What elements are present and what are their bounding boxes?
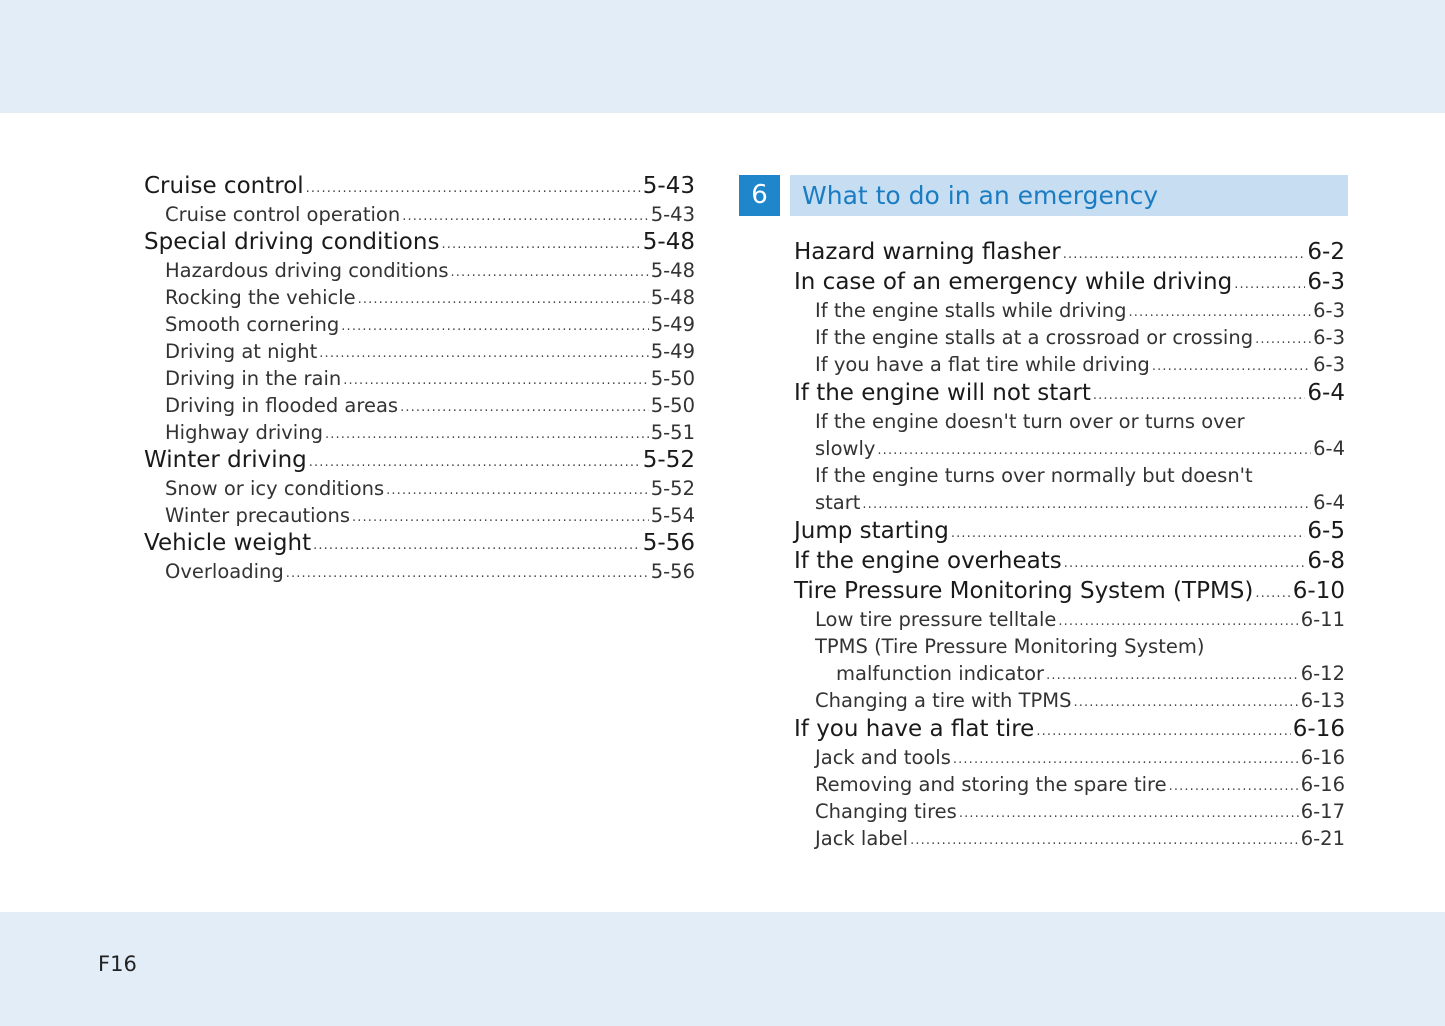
dot-leader <box>325 418 649 448</box>
toc-subentry[interactable] <box>794 351 1345 378</box>
toc-subentry[interactable] <box>794 687 1345 714</box>
toc-entry-page: 6-4 <box>1307 380 1345 406</box>
toc-entry-page: 6-16 <box>1292 716 1345 742</box>
toc-entry-title: malfunction indicator <box>836 662 1045 685</box>
toc-subentry[interactable] <box>144 284 695 311</box>
chapter-number-badge: 6 <box>739 175 780 216</box>
toc-entry-title: Changing tires <box>815 800 957 823</box>
toc-entry-title: Hazard warning flasher <box>794 239 1061 265</box>
toc-entry-page: 5-50 <box>650 367 695 390</box>
toc-entry-page: 6-10 <box>1292 578 1345 604</box>
toc-subentry[interactable] <box>794 489 1345 516</box>
dot-leader <box>286 557 649 587</box>
toc-left-column <box>144 172 695 585</box>
dot-leader <box>402 200 649 230</box>
toc-entry-page: 6-5 <box>1307 518 1345 544</box>
toc-entry-page: 6-16 <box>1300 773 1345 796</box>
toc-entry-title: If the engine stalls while driving <box>815 299 1127 322</box>
dot-leader <box>341 310 648 340</box>
dot-leader <box>862 488 1311 518</box>
toc-entry-title: Removing and storing the spare tire <box>815 773 1167 796</box>
toc-subentry[interactable] <box>144 201 695 228</box>
toc-entry-title: Tire Pressure Monitoring System (TPMS) <box>794 578 1254 604</box>
toc-entry-title: Snow or icy conditions <box>165 477 385 500</box>
dot-leader <box>1152 350 1311 380</box>
toc-entry-page: 5-56 <box>650 560 695 583</box>
dot-leader <box>352 501 649 531</box>
toc-entry-page: 6-12 <box>1300 662 1345 685</box>
toc-entry-title: Driving in the rain <box>165 367 342 390</box>
toc-entry[interactable] <box>794 576 1345 606</box>
toc-entry-page: 5-48 <box>650 259 695 282</box>
toc-entry-page: 5-51 <box>650 421 695 444</box>
toc-entry-title: Low tire pressure telltale <box>815 608 1057 631</box>
toc-entry-page: 6-2 <box>1307 239 1345 265</box>
toc-entry-title: Special driving conditions <box>144 229 440 255</box>
dot-leader <box>306 171 641 203</box>
toc-entry-title: slowly <box>815 437 876 460</box>
toc-entry[interactable] <box>794 546 1345 576</box>
dot-leader <box>1063 236 1306 270</box>
toc-entry-page: 6-13 <box>1300 689 1345 712</box>
toc-entry-page: 6-4 <box>1313 491 1345 514</box>
toc-entry-title: Rocking the vehicle <box>165 286 356 309</box>
dot-leader <box>1064 545 1306 579</box>
toc-subentry[interactable] <box>794 660 1345 687</box>
dot-leader <box>910 824 1299 854</box>
toc-subentry[interactable] <box>794 825 1345 852</box>
toc-entry-page: 5-54 <box>650 504 695 527</box>
chapter-title: What to do in an emergency <box>802 181 1159 210</box>
toc-entry-title: If the engine stalls at a crossroad or crossing <box>815 326 1254 349</box>
toc-entry[interactable] <box>794 237 1345 267</box>
toc-entry-title: Winter precautions <box>165 504 350 527</box>
dot-leader <box>313 528 641 560</box>
toc-entry-page: 5-52 <box>650 477 695 500</box>
toc-entry-title: Hazardous driving conditions <box>165 259 449 282</box>
toc-entry-page: 6-4 <box>1313 437 1345 460</box>
dot-leader <box>451 256 649 286</box>
toc-entry-title: Driving in flooded areas <box>165 394 399 417</box>
footer-band <box>0 912 1445 1026</box>
dot-leader <box>1093 377 1306 411</box>
toc-entry[interactable] <box>144 446 695 475</box>
toc-entry-title: If the engine will not start <box>794 380 1091 406</box>
toc-subentry[interactable] <box>144 419 695 446</box>
toc-entry-title: Jump starting <box>794 518 949 544</box>
toc-entry-title: Vehicle weight <box>144 530 312 556</box>
toc-subentry[interactable] <box>144 558 695 585</box>
chapter-title-bar <box>790 175 1348 216</box>
toc-entry-page: 5-49 <box>650 340 695 363</box>
toc-entry-title: If you have a flat tire while driving <box>815 353 1150 376</box>
toc-entry-title: start <box>815 491 861 514</box>
dot-leader <box>1129 296 1312 326</box>
toc-entry-title: In case of an emergency while driving <box>794 269 1233 295</box>
toc-entry-title: Jack and tools <box>815 746 951 769</box>
toc-entry[interactable] <box>794 267 1345 297</box>
dot-leader <box>1255 323 1311 353</box>
toc-subentry[interactable] <box>144 365 695 392</box>
dot-leader <box>386 474 649 504</box>
toc-entry-page: 6-3 <box>1307 269 1345 295</box>
dot-leader <box>319 337 648 367</box>
toc-subentry[interactable] <box>794 606 1345 633</box>
toc-entry-page: 5-43 <box>650 203 695 226</box>
toc-entry-page: 6-11 <box>1300 608 1345 631</box>
toc-entry-page: 6-21 <box>1300 827 1345 850</box>
toc-subentry[interactable] <box>794 744 1345 771</box>
toc-subentry[interactable] <box>794 435 1345 462</box>
toc-subentry[interactable] <box>794 324 1345 351</box>
dot-leader <box>309 445 641 477</box>
dot-leader <box>1058 605 1298 635</box>
toc-entry[interactable] <box>794 714 1345 744</box>
toc-entry-title: Cruise control operation <box>165 203 401 226</box>
toc-entry-title: Overloading <box>165 560 284 583</box>
toc-entry-page: 6-3 <box>1313 299 1345 322</box>
toc-entry-page: 5-56 <box>642 530 695 556</box>
toc-subentry[interactable] <box>144 257 695 284</box>
toc-entry-title: Highway driving <box>165 421 323 444</box>
toc-entry-title: If you have a flat tire <box>794 716 1035 742</box>
toc-entry[interactable] <box>144 529 695 558</box>
dot-leader <box>951 515 1306 549</box>
toc-entry-page: 5-48 <box>642 229 695 255</box>
toc-subentry-line[interactable]: TPMS (Tire Pressure Monitoring System) <box>815 635 1205 658</box>
dot-leader <box>953 743 1299 773</box>
dot-leader <box>1036 713 1290 747</box>
toc-entry-title: Changing a tire with TPMS <box>815 689 1072 712</box>
toc-entry[interactable] <box>144 172 695 201</box>
toc-entry-page: 6-3 <box>1313 353 1345 376</box>
dot-leader <box>1046 659 1299 689</box>
toc-subentry-line[interactable]: If the engine turns over normally but doesn't <box>815 464 1253 487</box>
toc-subentry[interactable] <box>794 771 1345 798</box>
toc-entry-title: Driving at night <box>165 340 318 363</box>
toc-subentry[interactable] <box>144 338 695 365</box>
toc-subentry[interactable] <box>794 297 1345 324</box>
toc-entry-page: 5-49 <box>650 313 695 336</box>
toc-entry-page: 5-43 <box>642 173 695 199</box>
toc-entry-title: Jack label <box>815 827 909 850</box>
dot-leader <box>877 434 1311 464</box>
toc-entry-page: 6-3 <box>1313 326 1345 349</box>
toc-right-column <box>794 237 1345 852</box>
dot-leader <box>1169 770 1299 800</box>
dot-leader <box>441 227 640 259</box>
toc-entry-page: 5-48 <box>650 286 695 309</box>
toc-entry[interactable] <box>144 228 695 257</box>
dot-leader <box>959 797 1299 827</box>
toc-subentry[interactable] <box>794 798 1345 825</box>
toc-entry-title: Smooth cornering <box>165 313 340 336</box>
toc-subentry-line[interactable]: If the engine doesn't turn over or turns over <box>815 410 1245 433</box>
toc-subentry[interactable] <box>144 502 695 529</box>
dot-leader <box>343 364 648 394</box>
dot-leader <box>1255 575 1290 609</box>
toc-subentry[interactable] <box>144 311 695 338</box>
dot-leader <box>1234 266 1305 300</box>
toc-subentry[interactable] <box>144 392 695 419</box>
toc-entry-page: 6-17 <box>1300 800 1345 823</box>
dot-leader <box>1073 686 1298 716</box>
toc-entry-title: If the engine overheats <box>794 548 1062 574</box>
dot-leader <box>400 391 649 421</box>
toc-entry[interactable] <box>794 378 1345 408</box>
header-band <box>0 0 1445 113</box>
dot-leader <box>358 283 649 313</box>
toc-entry-title: Winter driving <box>144 447 307 473</box>
toc-entry-page: 6-16 <box>1300 746 1345 769</box>
toc-entry-page: 5-50 <box>650 394 695 417</box>
toc-subentry[interactable] <box>144 475 695 502</box>
toc-entry-page: 5-52 <box>642 447 695 473</box>
toc-entry[interactable] <box>794 516 1345 546</box>
toc-entry-title: Cruise control <box>144 173 304 199</box>
toc-entry-page: 6-8 <box>1307 548 1345 574</box>
page-number: F16 <box>98 952 137 976</box>
